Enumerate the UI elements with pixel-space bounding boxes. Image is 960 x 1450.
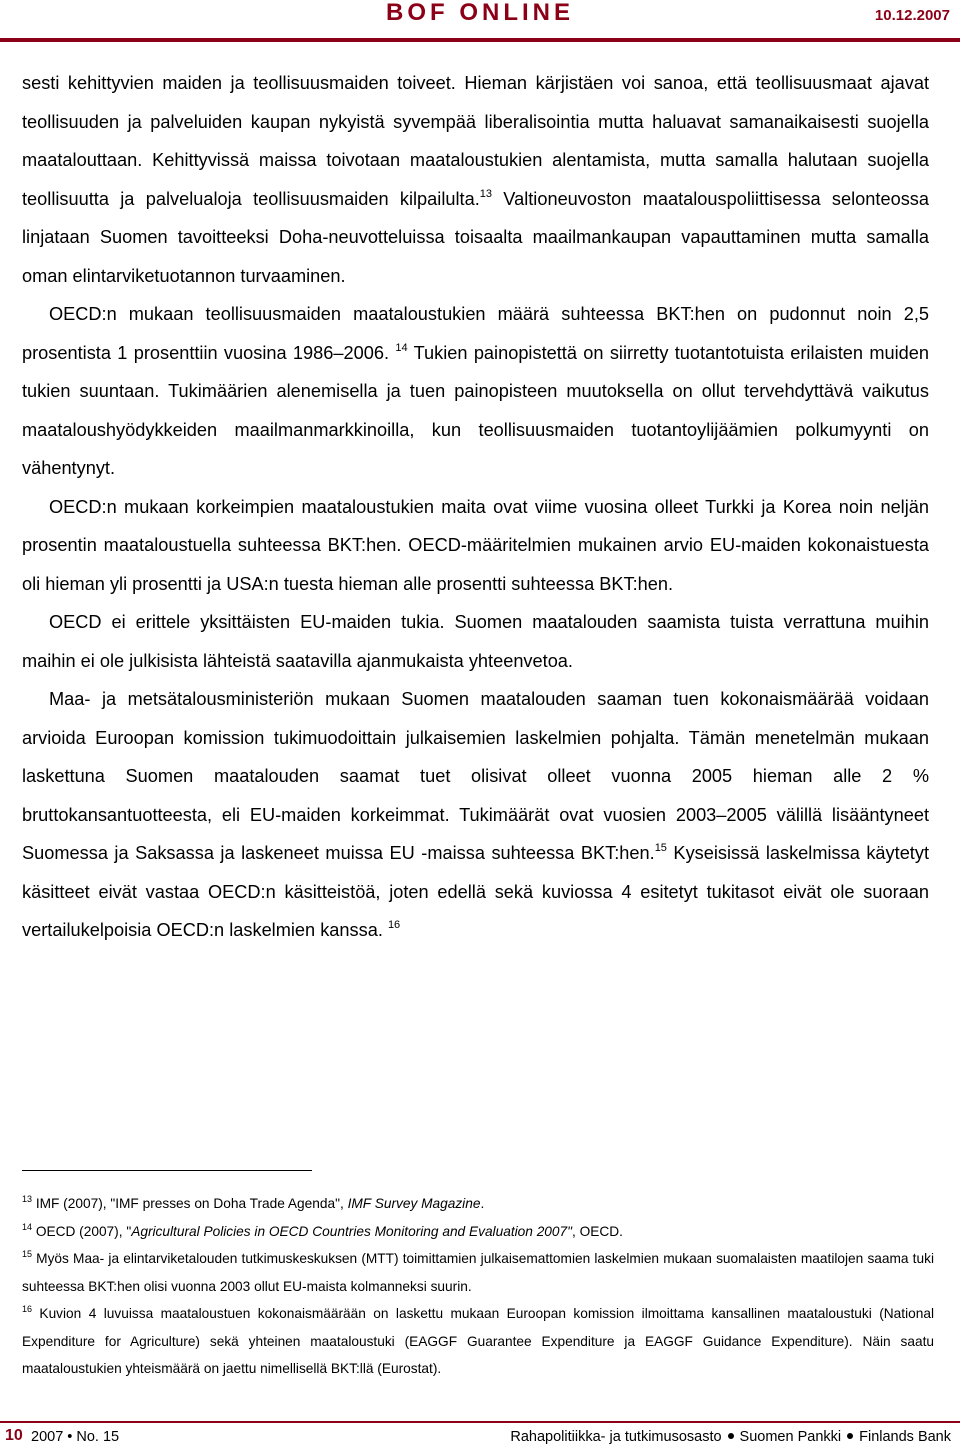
footnote-15: $^{15}$ Myös Maa- ja elintarviketalouden tutkimuskeskuksen (MTT) toimittamien julkaisemattomien laskelmien mukaan suomalaisten maatilojen saama tuki suhteessa BKT:hen olisi vuonna 2003 ollut EU-maista kolmanneksi suurin. [22,1249,934,1294]
bullet-icon [728,1433,734,1439]
footnote-ref-13[interactable]: 13 [479,187,492,200]
page-header [0,0,960,40]
paragraph-2: OECD:n mukaan teollisuusmaiden maataloustukien määrä suhteessa BKT:hen on pudonnut noin 2,5 prosentista 1 prosenttiin vuosina 1986–2006. $^{14}$ Tukien painopistettä on siirretty tuotantotuista erilaisten muiden tukien suuntaan. Tukimäärien alenemisella ja tuen painopisteen muutoksella on ollut tervehdyttävä vaikutus maataloushyödykkeiden maailmanmarkkinoilla, kun teollisuusmaiden tuotantoylijäämien polkumyynti on vähentynyt. [22,304,930,478]
bank-name-fi: Suomen Pankki [739,1429,842,1445]
paragraph-5: Maa- ja metsätalousministeriön mukaan Suomen maatalouden saaman tuen kokonaismäärää voidaan arvioida Euroopan komission tukimuodoittain julkaisemien laskelmien pohjalta. Tämän menetelmän mukaan laskettuna Suomen maatalouden saamat tuet olisivat olleet vuonna 2005 hieman alle 2 % bruttokansantuotteesta, eli EU-maiden korkeimmat. Tukimäärät ovat vuosien 2003–2005 välillä lisääntyneet Suomessa ja Saksassa ja laskeneet muissa EU -maissa suhteessa BKT:hen.$^{15}$ Kyseisissä laskelmissa käytetyt käsitteet eivät vastaa OECD:n käsitteistöä, joten edellä sekä kuviossa 4 esitetyt tukitasot eivät ole suoraan vertailukelpoisia OECD:n laskelmien kanssa. $^{16}$ [22,689,930,940]
paragraph-4: OECD ei erittele yksittäisten EU-maiden tukia. Suomen maatalouden saamista tuista verrattuna muihin maihin ei ole julkisista lähteistä saatavilla ajanmukaista yhteenvetoa. [22,612,929,671]
publisher-line [510,1429,951,1445]
header-rule [0,38,960,42]
footnote-separator [22,1170,312,1171]
paragraph-3: OECD:n mukaan korkeimpien maataloustukien maita ovat viime vuosina olleet Turkki ja Korea noin neljän prosentin maataloustuella suhteessa BKT:hen. OECD-määritelmien mukainen arvio EU-maiden kokonaistuesta oli hieman yli prosentti ja USA:n tuesta hieman alle prosentti suhteessa BKT:hen. [22,496,929,594]
footnote-16: $^{16}$ Kuvion 4 luvuissa maataloustuen kokonaismäärään on laskettu mukaan Euroopan komission ilmoittama kansallinen maataloustuki (National Expenditure for Agriculture) sekä yhteinen maataloustuki (EAGGF Guarantee Expenditure ja EAGGF Guidance Expenditure). Näin saatu maataloustukien yhteismäärä on jaettu nimellisellä BKT:llä (Eurostat). [22,1304,934,1376]
footer-rule [0,1421,960,1423]
article-body [22,64,929,950]
publication-date: 10.12.2007 [874,7,950,24]
department-name: Rahapolitiikka- ja tutkimusosasto [510,1429,722,1445]
footnotes [22,1190,934,1383]
bullet-icon [847,1433,853,1439]
publication-title: BOF ONLINE [386,0,574,26]
page-number: 10 [5,1427,23,1444]
issue-label: 2007 • No. 15 [31,1429,120,1445]
page-footer [0,1427,960,1450]
paragraph-1: sesti kehittyvien maiden ja teollisuusmaiden toiveet. Hieman kärjistäen voi sanoa, että teollisuusmaat ajavat teollisuuden ja palveluiden kaupan nykyistä syvempää liberalisointia mutta haluavat samanaikaisesti suojella maatalouttaan. Kehittyvissä maissa toivotaan maataloustukien alentamista, mutta samalla halutaan suojella teollisuutta ja palvelualoja teollisuusmaiden kilpailulta.$^{13}$ Valtioneuvoston maatalouspoliittisessa selonteossa linjataan Suomen tavoitteeksi Doha-neuvotteluissa toisaalta maailmankaupan vapauttaminen mutta samalla oman elintarviketuotannon turvaaminen. [22,73,929,286]
bank-name-sv: Finlands Bank [859,1429,951,1445]
footnote-14: $^{14}$ OECD (2007), "Agricultural Policies in OECD Countries Monitoring and Evaluation 2007", OECD. [22,1221,623,1239]
footnote-13: $^{13}$ IMF (2007), "IMF presses on Doha Trade Agenda", IMF Survey Magazine. [22,1194,485,1211]
footnote-ref-14[interactable]: 14 [395,341,408,354]
footnote-ref-16[interactable]: 16 [387,919,401,931]
footnote-ref-15[interactable]: 15 [654,842,667,854]
